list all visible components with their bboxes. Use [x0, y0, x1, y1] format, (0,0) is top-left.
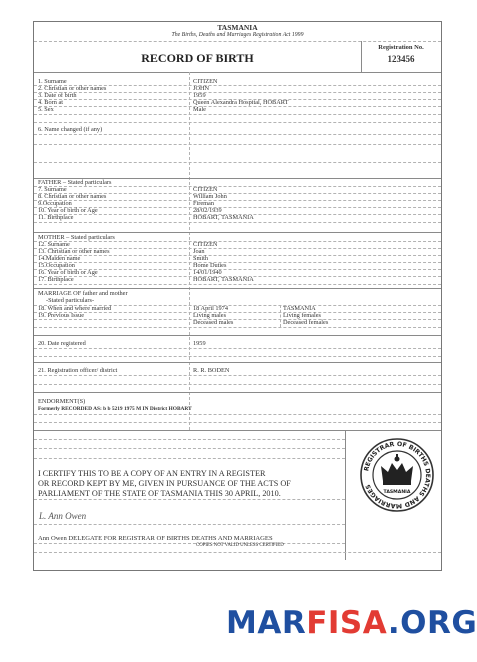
divider	[34, 448, 345, 449]
divider	[34, 284, 441, 285]
mother-surname-value: CITIZEN	[193, 241, 218, 248]
father-names-value: William John	[193, 193, 227, 200]
divider	[34, 72, 441, 73]
previous-issue-label: 19. Previous Issue	[38, 312, 84, 319]
certify-line-1: I CERTIFY THIS TO BE A COPY OF AN ENTRY IN A REGISTER	[38, 469, 266, 478]
page-title: RECORD OF BIRTH	[141, 51, 254, 65]
seal-inner-text: TASMANIA	[383, 490, 411, 495]
act-subheading: The Births, Deaths and Marriages Registration Act 1999	[171, 32, 304, 38]
father-surname-label: 7. Surname	[38, 186, 67, 193]
father-heading: FATHER – Stated particulars	[38, 179, 112, 186]
column-divider	[189, 72, 190, 430]
divider	[34, 439, 345, 440]
divider	[34, 375, 441, 376]
logo-part-fisa: FISA	[306, 605, 388, 641]
mother-names-value: Joan	[193, 248, 205, 255]
divider	[34, 232, 441, 233]
divider	[34, 458, 345, 459]
divider	[34, 362, 441, 363]
divider	[34, 384, 441, 385]
divider	[34, 144, 441, 145]
marriage-column-divider	[280, 305, 281, 327]
sex-value: Male	[193, 106, 206, 113]
divider	[34, 162, 441, 163]
mother-birth-label: 16. Year of birth or Age	[38, 269, 98, 276]
divider	[34, 106, 441, 107]
divider	[34, 200, 441, 201]
married-label: 18. When and where married	[38, 305, 112, 312]
given-names-label: 2. Christian or other names	[38, 85, 107, 92]
registration-number: 123456	[387, 54, 415, 64]
registration-officer-label: 21. Registration officer/ district	[38, 367, 118, 374]
birth-record-document	[33, 21, 442, 571]
divider	[34, 392, 441, 393]
divider	[34, 543, 345, 544]
certify-line-2: OR RECORD KEPT BY ME, GIVEN IN PURSUANCE OF THE ACTS OF	[38, 479, 291, 488]
divider	[34, 222, 441, 223]
divider	[34, 430, 441, 431]
marriage-subheading: -Stated particulars-	[46, 297, 95, 304]
divider	[34, 319, 441, 320]
divider	[34, 255, 441, 256]
surname-label: 1. Surname	[38, 78, 67, 85]
given-names-value: JOHN	[193, 85, 210, 92]
mother-birthplace-value: HOBART, TASMANIA	[193, 276, 254, 283]
divider	[34, 414, 441, 415]
mother-heading: MOTHER – Stated particulars	[38, 234, 115, 241]
divider	[34, 422, 441, 423]
mother-names-label: 13. Christian or other names	[38, 248, 110, 255]
married-place: TASMANIA	[283, 305, 316, 312]
father-surname-value: CITIZEN	[193, 186, 218, 193]
seal-column-divider	[345, 430, 346, 560]
divider	[34, 312, 441, 313]
registration-label: Registration No.	[378, 44, 424, 51]
mother-occupation-label: 15.Occupation	[38, 262, 75, 269]
father-birthplace-value: HOBART, TASMANIA	[193, 214, 254, 221]
certify-line-3: PARLIAMENT OF THE STATE OF TASMANIA THIS 30 APRIL, 2010.	[38, 489, 281, 498]
divider	[34, 262, 441, 263]
registration-officer-value: R. R. BODEN	[193, 367, 230, 374]
father-occupation-value: Fireman	[193, 200, 214, 207]
deceased-females: Deceased females	[283, 319, 329, 326]
deceased-males: Deceased males	[193, 319, 234, 326]
divider	[34, 41, 441, 42]
divider	[34, 335, 441, 336]
father-birthplace-label: 11. Birthplace	[38, 214, 74, 221]
logo-part-mar: MAR	[226, 605, 307, 641]
marriage-heading: MARRIAGE OF father and mother	[38, 290, 128, 297]
divider	[34, 241, 441, 242]
divider	[34, 92, 441, 93]
divider	[34, 327, 441, 328]
born-at-label: 4. Born at	[38, 99, 64, 106]
delegate-text: Ann Owen DELEGATE FOR REGISTRAR OF BIRTHS DEATHS AND MARRIAGES	[38, 535, 273, 542]
born-at-value: Queen Alexandra Hospital, HOBART	[193, 99, 289, 106]
divider	[34, 122, 441, 123]
divider	[34, 134, 441, 135]
mother-occupation-value: Home Duties	[193, 262, 227, 269]
father-birth-label: 10. Year of birth or Age	[38, 207, 98, 214]
registrar-seal	[359, 437, 435, 513]
married-date: 18 April 1974	[193, 305, 228, 312]
divider	[34, 524, 345, 525]
name-changed-label: 6. Name changed (if any)	[38, 126, 103, 133]
surname-value: CITIZEN	[193, 78, 218, 85]
sex-label: 5. Sex	[38, 106, 54, 113]
living-females: Living females	[283, 312, 321, 319]
dob-label: 3. Date of birth	[38, 92, 77, 99]
father-names-label: 8. Christian or other names	[38, 193, 107, 200]
mother-birth-value: 14/01/1940	[193, 269, 222, 276]
dob-value: 1959	[193, 92, 206, 99]
seal-outer-text: REGISTRAR OF BIRTHS DEATHS AND MARRIAGES	[363, 440, 432, 510]
logo-part-org: .ORG	[387, 605, 477, 641]
copies-note: COPIES NOT VALID UNLESS CERTIFIED	[196, 543, 284, 548]
signature: L. Ann Owen	[39, 511, 87, 521]
date-registered-label: 20. Date registered	[38, 340, 86, 347]
mother-birthplace-label: 17. Birthplace	[38, 276, 74, 283]
date-registered-value: 1959	[193, 340, 206, 347]
divider	[34, 348, 441, 349]
endorsements-text: Formerly RECORDED AS: b b 5219 1975 M IN District HOBART	[38, 406, 192, 412]
state-heading: TASMANIA	[217, 23, 258, 32]
mother-surname-label: 12. Surname	[38, 241, 70, 248]
divider	[34, 288, 441, 289]
endorsements-label: ENDORMENT(S)	[38, 398, 86, 405]
marfisa-logo	[226, 605, 477, 641]
mother-maiden-value: Smith	[193, 255, 209, 262]
divider	[34, 356, 441, 357]
father-occupation-label: 9.Occupation	[38, 200, 72, 207]
divider	[34, 114, 441, 115]
crown-icon	[381, 454, 413, 485]
father-birth-value: 28/02/1939	[193, 207, 222, 214]
mother-maiden-label: 14.Maiden name	[38, 255, 81, 262]
living-males: Living males	[193, 312, 227, 319]
divider	[34, 499, 345, 500]
divider	[34, 552, 441, 553]
divider	[34, 186, 441, 187]
